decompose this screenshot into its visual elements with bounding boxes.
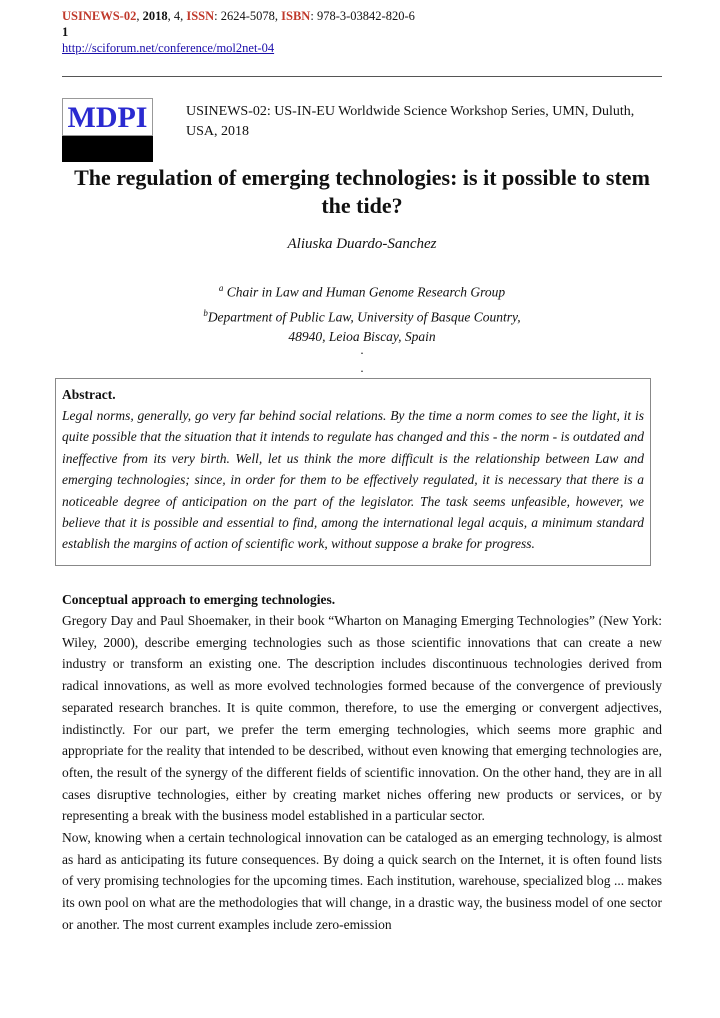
- page-number: 1: [62, 25, 69, 39]
- section-heading: Conceptual approach to emerging technologies.: [62, 592, 336, 607]
- abstract-heading: Abstract.: [62, 387, 116, 402]
- isbn-label: ISBN: [281, 9, 311, 23]
- header-divider: [62, 76, 662, 77]
- affil-address: 48940, Leioa Biscay, Spain: [288, 329, 436, 344]
- year: 2018: [142, 9, 168, 23]
- logo-bar: [62, 136, 153, 162]
- issue: 4: [173, 9, 181, 23]
- conference-link[interactable]: http://sciforum.net/conference/mol2net-04: [62, 41, 275, 55]
- abstract-text: Legal norms, generally, go very far behind social relations. By the time a norm comes to see the light, it is quite possible that the situation that it intends to regulate has changed and this - the norm - is outdated and ineffective from its very birth. Well, let us think the more difficult is the relationship between Law and emerging technologies; since, in order for them to be effectively regulated, it is necessary that there is a noticeable degree of anticipation on the part of the legislator. The task seems unfeasible, however, we believe that it is possible and essential to find, among the international legal acquis, a minimum standard establish the margins of action of scientific work, without suppose a brake for progress.: [62, 408, 644, 552]
- paper-title: The regulation of emerging technologies: is it possible to stem the tide?: [74, 165, 650, 218]
- citation-line: USINEWS-02, 2018, 4, ISSN: 2624-5078, ISBN: 978-3-03842-820-6: [62, 9, 415, 23]
- page-header: [62, 8, 415, 56]
- issn-value: 2624-5078: [220, 9, 275, 23]
- workshop-info: USINEWS-02: US-IN-EU Worldwide Science Workshop Series, UMN, Duluth, USA, 2018: [186, 104, 635, 139]
- logo-text: MDPI: [62, 98, 153, 136]
- separator-dot: .: [360, 360, 364, 375]
- separator-dot: .: [360, 342, 364, 357]
- author-name: Aliuska Duardo-Sanchez: [287, 236, 437, 252]
- affiliations: [62, 278, 662, 347]
- issn-label: ISSN: [186, 9, 215, 23]
- affil-b-sup: b: [203, 307, 208, 318]
- abstract-box: [55, 378, 651, 566]
- section-conceptual-approach: [62, 590, 662, 936]
- affil-a: Chair in Law and Human Genome Research Group: [226, 284, 506, 300]
- paragraph-2: Now, knowing when a certain technological innovation can be cataloged as an emerging technology, is almost as hard as anticipating its future consequences. By doing a quick search on the Internet, it is often found lists of very promising technologies for the upcoming times. Each institution, warehouse, specialized blog ... makes its own pool on what are the methodologies that will change, in a drastic way, the business model of one sector or another. The most current examples include zero-emission: [62, 830, 662, 932]
- affil-a-sup: a: [218, 283, 224, 293]
- isbn-value: 978-3-03842-820-6: [316, 9, 415, 23]
- affil-b: Department of Public Law, University of Basque Country,: [207, 309, 521, 324]
- paragraph-1: Gregory Day and Paul Shoemaker, in their book “Wharton on Managing Emerging Technologies” (New York: Wiley, 2000), describe emerging technologies such as those scientific innovations that can create a new industry or transform an existing one. The description includes discontinuous technologies derived from radical innovations, as well as more evolved technologies formed because of the convergence of previously separated research branches. It is quite common, therefore, to use the emerging or convergent adjectives, indistinctly. For our part, we prefer the term emerging technologies, which seems more graphic and appropriate for the reality that intended to be described, without even knowing that emerging technologies are, often, the result of the synergy of the different fields of scientific innovation. On the other hand, they are in all cases disruptive technologies, either by creating market niches offering new products or services, or by representing a break with the business model established in a particular sector.: [62, 613, 662, 824]
- mdpi-logo: [62, 98, 153, 162]
- conf-code: USINEWS-02: [62, 9, 137, 23]
